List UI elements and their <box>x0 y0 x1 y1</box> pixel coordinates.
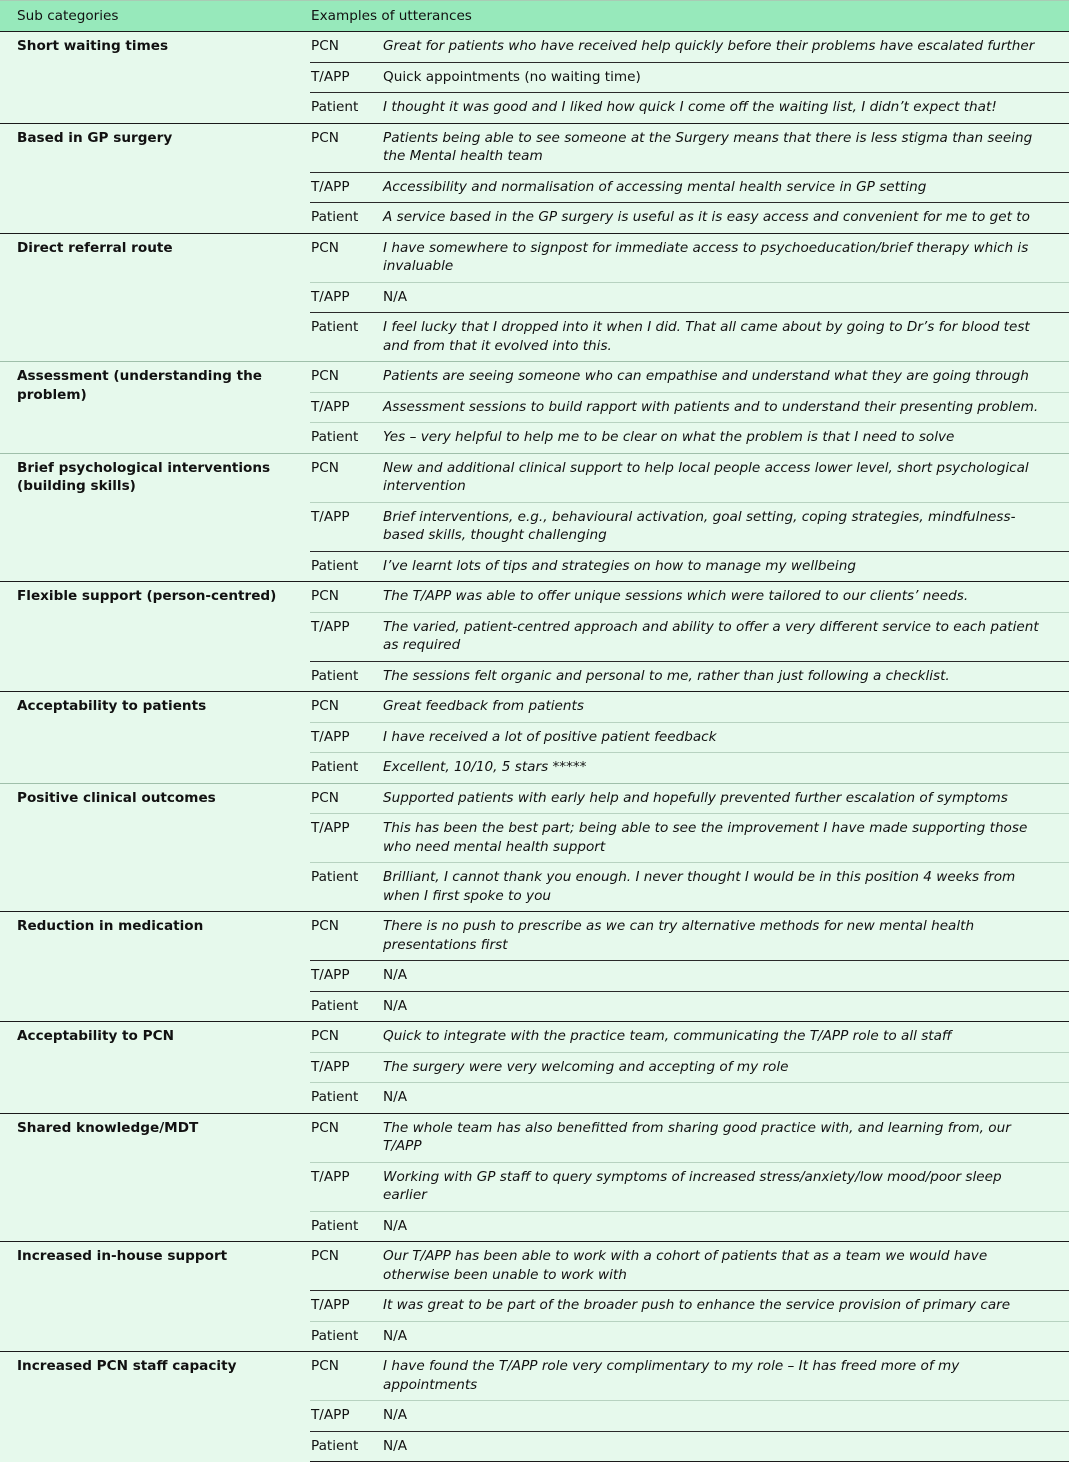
table-row <box>0 1352 1069 1401</box>
respondent-role: PCN <box>310 1242 382 1291</box>
respondent-role: PCN <box>310 912 382 961</box>
utterance-text: I have received a lot of positive patient feedback <box>382 722 1069 753</box>
utterance-text: The varied, patient-centred approach and ability to offer a very different service to each patient as required <box>382 612 1069 661</box>
respondent-role: Patient <box>310 423 382 454</box>
sub-category-label: Reduction in medication <box>0 912 310 1022</box>
table-row <box>0 582 1069 613</box>
utterance-text: Working with GP staff to query symptoms of increased stress/anxiety/low mood/poor sleep earlier <box>382 1162 1069 1211</box>
respondent-role: PCN <box>310 582 382 613</box>
utterance-text: Excellent, 10/10, 5 stars ***** <box>382 753 1069 784</box>
respondent-role: Patient <box>310 1321 382 1352</box>
utterance-text: Yes – very helpful to help me to be clear on what the problem is that I need to solve <box>382 423 1069 454</box>
respondent-role: T/APP <box>310 392 382 423</box>
respondent-role: Patient <box>310 1211 382 1242</box>
sub-category-label: Increased in-house support <box>0 1242 310 1352</box>
utterance-text: Patients are seeing someone who can empathise and understand what they are going through <box>382 362 1069 393</box>
respondent-role: T/APP <box>310 722 382 753</box>
utterance-text: The surgery were very welcoming and accepting of my role <box>382 1052 1069 1083</box>
respondent-role: T/APP <box>310 1291 382 1322</box>
utterance-text: Patients being able to see someone at the Surgery means that there is less stigma than seeing the Mental health team <box>382 123 1069 172</box>
sub-category-label: Acceptability to PCN <box>0 1022 310 1114</box>
sub-category-label: Acceptability to patients <box>0 692 310 784</box>
sub-category-label: Brief psychological interventions (building skills) <box>0 453 310 582</box>
header-sub-categories: Sub categories <box>0 1 310 32</box>
utterance-text: The sessions felt organic and personal to me, rather than just following a checklist. <box>382 661 1069 692</box>
respondent-role: PCN <box>310 453 382 502</box>
table-body <box>0 32 1069 1462</box>
respondent-role: PCN <box>310 123 382 172</box>
sub-category-label: Increased PCN staff capacity <box>0 1352 310 1462</box>
respondent-role: T/APP <box>310 1401 382 1432</box>
utterance-text: I have found the T/APP role very complimentary to my role – It has freed more of my appointments <box>382 1352 1069 1401</box>
table-row <box>0 1113 1069 1162</box>
table-row <box>0 783 1069 814</box>
respondent-role: Patient <box>310 551 382 582</box>
respondent-role: PCN <box>310 362 382 393</box>
utterance-text: There is no push to prescribe as we can try alternative methods for new mental health presentations first <box>382 912 1069 961</box>
table-row <box>0 233 1069 282</box>
utterance-text: Brilliant, I cannot thank you enough. I never thought I would be in this position 4 weeks from when I first spoke to you <box>382 863 1069 912</box>
utterance-text: N/A <box>382 1321 1069 1352</box>
respondent-role: Patient <box>310 203 382 234</box>
table-row <box>0 362 1069 393</box>
utterance-text: The whole team has also benefitted from sharing good practice with, and learning from, our T/APP <box>382 1113 1069 1162</box>
table-row <box>0 912 1069 961</box>
utterance-text: This has been the best part; being able to see the improvement I have made supporting those who need mental health support <box>382 814 1069 863</box>
utterance-text: I thought it was good and I liked how quick I come off the waiting list, I didn’t expect that! <box>382 93 1069 124</box>
respondent-role: PCN <box>310 692 382 723</box>
table-row <box>0 1022 1069 1053</box>
utterance-text: Brief interventions, e.g., behavioural activation, goal setting, coping strategies, mindfulness-based skills, thought challenging <box>382 502 1069 551</box>
respondent-role: T/APP <box>310 612 382 661</box>
respondent-role: PCN <box>310 1352 382 1401</box>
utterance-text: Quick to integrate with the practice team, communicating the T/APP role to all staff <box>382 1022 1069 1053</box>
respondent-role: PCN <box>310 233 382 282</box>
utterance-text: N/A <box>382 991 1069 1022</box>
sub-category-label: Short waiting times <box>0 32 310 124</box>
utterance-text: N/A <box>382 1083 1069 1114</box>
sub-category-label: Assessment (understanding the problem) <box>0 362 310 454</box>
respondent-role: Patient <box>310 991 382 1022</box>
utterance-text: Accessibility and normalisation of accessing mental health service in GP setting <box>382 172 1069 203</box>
respondent-role: T/APP <box>310 282 382 313</box>
utterance-text: I feel lucky that I dropped into it when I did. That all came about by going to Dr’s for blood test and from that it evolved into this. <box>382 313 1069 362</box>
utterance-text: N/A <box>382 1431 1069 1462</box>
utterance-text: Assessment sessions to build rapport with patients and to understand their presenting problem. <box>382 392 1069 423</box>
table-row <box>0 123 1069 172</box>
respondent-role: PCN <box>310 783 382 814</box>
sub-category-label: Direct referral route <box>0 233 310 362</box>
respondent-role: PCN <box>310 32 382 63</box>
utterance-text: It was great to be part of the broader push to enhance the service provision of primary care <box>382 1291 1069 1322</box>
respondent-role: T/APP <box>310 814 382 863</box>
table-row <box>0 692 1069 723</box>
utterance-text: Great for patients who have received help quickly before their problems have escalated further <box>382 32 1069 63</box>
utterance-text: I’ve learnt lots of tips and strategies on how to manage my wellbeing <box>382 551 1069 582</box>
respondent-role: T/APP <box>310 1052 382 1083</box>
respondent-role: Patient <box>310 1083 382 1114</box>
utterance-text: Supported patients with early help and hopefully prevented further escalation of symptoms <box>382 783 1069 814</box>
header-row <box>0 1 1069 32</box>
respondent-role: T/APP <box>310 1162 382 1211</box>
respondent-role: Patient <box>310 863 382 912</box>
utterance-text: A service based in the GP surgery is useful as it is easy access and convenient for me to get to <box>382 203 1069 234</box>
respondent-role: T/APP <box>310 172 382 203</box>
respondent-role: Patient <box>310 93 382 124</box>
utterance-text: Quick appointments (no waiting time) <box>382 62 1069 93</box>
respondent-role: Patient <box>310 1431 382 1462</box>
sub-category-label: Based in GP surgery <box>0 123 310 233</box>
utterance-text: N/A <box>382 961 1069 992</box>
utterance-text: Our T/APP has been able to work with a cohort of patients that as a team we would have otherwise been unable to work with <box>382 1242 1069 1291</box>
utterance-text: N/A <box>382 1401 1069 1432</box>
respondent-role: T/APP <box>310 961 382 992</box>
sub-category-label: Flexible support (person-centred) <box>0 582 310 692</box>
respondent-role: T/APP <box>310 502 382 551</box>
utterance-text: Great feedback from patients <box>382 692 1069 723</box>
table-row <box>0 453 1069 502</box>
utterance-text: N/A <box>382 282 1069 313</box>
respondent-role: Patient <box>310 313 382 362</box>
table-row <box>0 1242 1069 1291</box>
respondent-role: PCN <box>310 1113 382 1162</box>
respondent-role: Patient <box>310 661 382 692</box>
utterance-text: The T/APP was able to offer unique sessions which were tailored to our clients’ needs. <box>382 582 1069 613</box>
utterance-text: New and additional clinical support to help local people access lower level, short psychological intervention <box>382 453 1069 502</box>
header-examples-of-utterances: Examples of utterances <box>310 1 1069 32</box>
utterance-text: I have somewhere to signpost for immediate access to psychoeducation/brief therapy which is invaluable <box>382 233 1069 282</box>
sub-category-label: Shared knowledge/MDT <box>0 1113 310 1242</box>
respondent-role: Patient <box>310 753 382 784</box>
respondent-role: PCN <box>310 1022 382 1053</box>
respondent-role: T/APP <box>310 62 382 93</box>
table-row <box>0 32 1069 63</box>
sub-category-label: Positive clinical outcomes <box>0 783 310 912</box>
utterance-text: N/A <box>382 1211 1069 1242</box>
